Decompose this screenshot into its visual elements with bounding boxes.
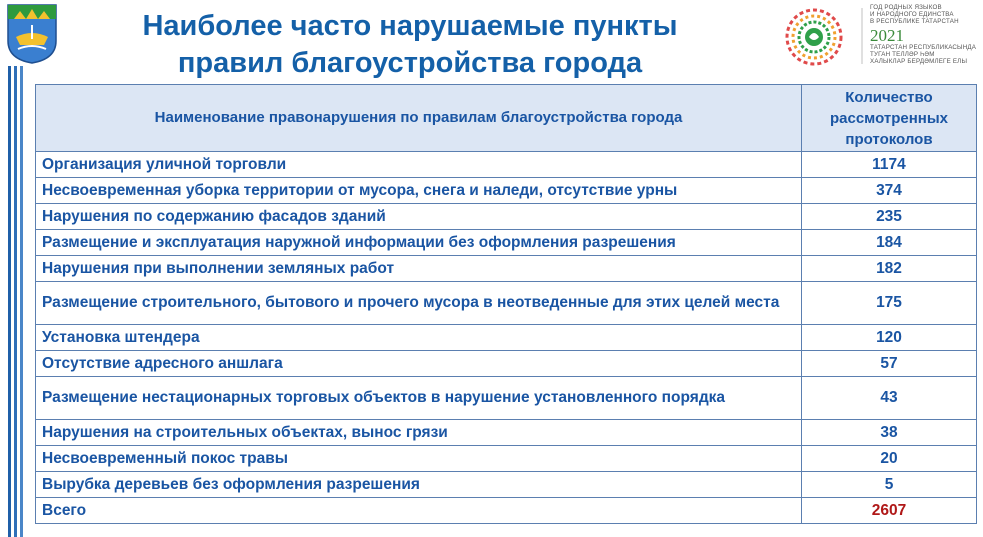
- emblem-year: 2021: [870, 26, 904, 45]
- row-count: 374: [802, 178, 977, 204]
- header-violation-name: Наименование правонарушения по правилам благоустройства города: [36, 85, 802, 152]
- title-line-2: правил благоустройства города: [177, 47, 643, 79]
- row-name: Размещение нестационарных торговых объектов в нарушение установленного порядка: [36, 377, 802, 420]
- table-header-row: [36, 85, 977, 152]
- row-count: 120: [802, 325, 977, 351]
- emblem-text-bottom: ТАТАРСТАН РЕСПУБЛИКАСЫНДА ТУГАН ТЕЛЛӘР ҺӘМ ХАЛЫКЛАР БЕРДӘМЛЕГЕ ЕЛЫ: [870, 44, 977, 65]
- row-count: 57: [802, 351, 977, 377]
- title-line-1: Наиболее часто нарушаемые пункты: [142, 10, 678, 42]
- violations-table: [35, 84, 977, 524]
- row-name: Организация уличной торговли: [36, 152, 802, 178]
- row-name: Несвоевременный покос травы: [36, 446, 802, 472]
- table-row: [36, 351, 977, 377]
- row-name: Установка штендера: [36, 325, 802, 351]
- table-row: [36, 152, 977, 178]
- table-row: [36, 178, 977, 204]
- row-count: 20: [802, 446, 977, 472]
- row-name: Нарушения на строительных объектах, вынос грязи: [36, 420, 802, 446]
- table-row: [36, 420, 977, 446]
- row-count: 235: [802, 204, 977, 230]
- row-name: Вырубка деревьев без оформления разрешения: [36, 472, 802, 498]
- row-count: 5: [802, 472, 977, 498]
- total-label: Всего: [36, 498, 802, 524]
- table-total-row: [36, 498, 977, 524]
- row-count: 184: [802, 230, 977, 256]
- page-title: [80, 8, 740, 82]
- city-coat-of-arms-icon: [6, 3, 58, 65]
- decor-bar-3: [20, 66, 23, 537]
- row-name: Нарушения при выполнении земляных работ: [36, 256, 802, 282]
- header-protocol-count: Количество рассмотренных протоколов: [802, 85, 977, 152]
- row-count: 1174: [802, 152, 977, 178]
- decor-bar-2: [14, 66, 17, 537]
- row-name: Отсутствие адресного аншлага: [36, 351, 802, 377]
- row-name: Нарушения по содержанию фасадов зданий: [36, 204, 802, 230]
- table-row: [36, 230, 977, 256]
- table-row: [36, 256, 977, 282]
- row-name: Несвоевременная уборка территории от мусора, снега и наледи, отсутствие урны: [36, 178, 802, 204]
- row-count: 175: [802, 282, 977, 325]
- emblem-text-top: ГОД РОДНЫХ ЯЗЫКОВ И НАРОДНОГО ЕДИНСТВА В РЕСПУБЛИКЕ ТАТАРСТАН: [870, 4, 959, 25]
- row-count: 43: [802, 377, 977, 420]
- table-row: [36, 472, 977, 498]
- table-row: [36, 204, 977, 230]
- table-row: [36, 446, 977, 472]
- table-row: [36, 377, 977, 420]
- decor-bar-1: [8, 66, 11, 537]
- row-name: Размещение и эксплуатация наружной информации без оформления разрешения: [36, 230, 802, 256]
- row-count: 38: [802, 420, 977, 446]
- table-row: [36, 325, 977, 351]
- row-count: 182: [802, 256, 977, 282]
- row-name: Размещение строительного, бытового и прочего мусора в неотведенные для этих целей места: [36, 282, 802, 325]
- table-row: [36, 282, 977, 325]
- total-count: 2607: [802, 498, 977, 524]
